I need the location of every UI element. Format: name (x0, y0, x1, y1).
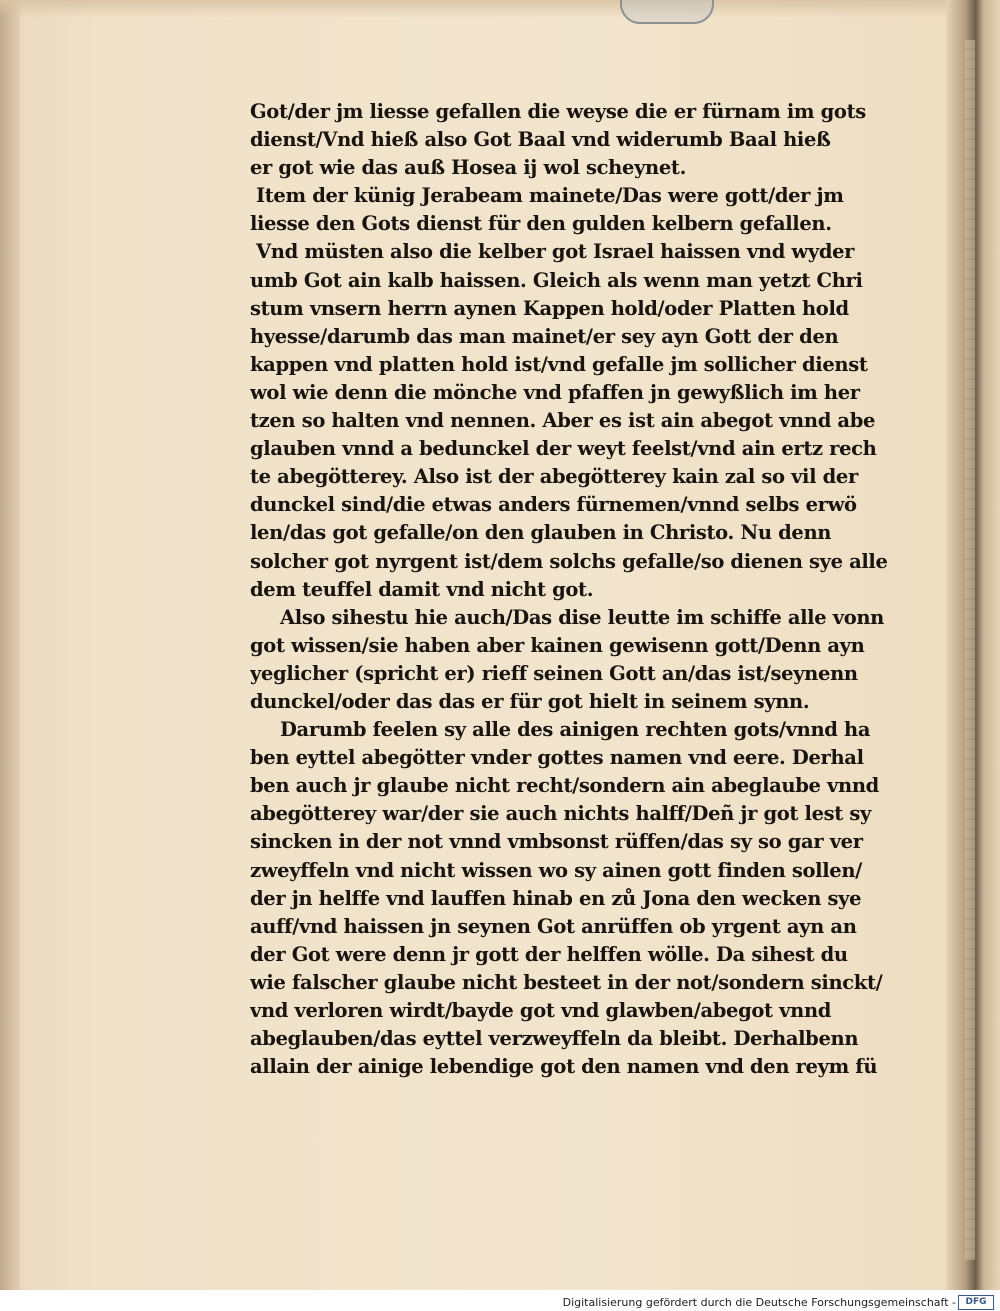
text-line: te abegötterey. Also ist der abegötterey kain zal so vil der (250, 465, 858, 489)
text-line: Item der künig Jerabeam mainete/Das were gott/der jm (256, 184, 844, 208)
page-text-block (250, 98, 890, 1081)
text-line: er got wie das auß Hosea ij wol scheynet. (250, 156, 687, 180)
text-line: dunckel sind/die etwas anders fürnemen/vnnd selbs erwö (250, 493, 857, 517)
text-line: sincken in der not vnnd vmbsonst rüffen/das sy so gar ver (250, 830, 863, 854)
text-line: got wissen/sie haben aber kainen gewisenn gott/Denn ayn (250, 633, 865, 657)
text-line: len/das got gefalle/on den glauben in Christo. Nu denn (250, 521, 832, 545)
dfg-logo: DFG (958, 1295, 994, 1310)
text-line: dienst/Vnd hieß also Got Baal vnd widerumb Baal hieß (250, 128, 831, 152)
text-line: der Got were denn jr gott der helffen wölle. Da sihest du (250, 942, 848, 966)
text-line: tzen so halten vnd nennen. Aber es ist ain abegot vnnd abe (250, 409, 876, 433)
text-line: abeglauben/das eyttel verzweyffeln da bleibt. Derhalbenn (250, 1027, 859, 1051)
text-line: liesse den Gots dienst für den gulden kelbern gefallen. (250, 212, 832, 236)
text-line: dunckel/oder das das er für got hielt in seinem synn. (250, 689, 810, 713)
text-line: Also sihestu hie auch/Das dise leutte im schiffe alle vonn (280, 605, 885, 629)
text-line: Darumb feelen sy alle des ainigen rechten gots/vnnd ha (280, 718, 871, 742)
text-line: vnd verloren wirdt/bayde got vnd glawben/abegot vnnd (250, 999, 832, 1022)
text-line: allain der ainige lebendige got den namen vnd den reym fü (250, 1055, 878, 1079)
page-clip-icon (620, 0, 714, 24)
text-line: yeglicher (spricht er) rieff seinen Gott an/das ist/seynenn (250, 661, 858, 685)
page-left-edge (0, 0, 20, 1290)
page-top-shadow (0, 0, 960, 18)
text-line: Got/der jm liesse gefallen die weyse die er fürnam im gots (250, 100, 866, 123)
text-line: wol wie denn die mönche vnd pfaffen jn gewyßlich im her (250, 380, 860, 404)
text-line: kappen vnd platten hold ist/vnd gefalle jm sollicher dienst (250, 352, 868, 376)
text-line: ben auch jr glaube nicht recht/sondern ain abeglaube vnnd (250, 774, 879, 798)
text-line: glauben vnnd a bedunckel der weyt feelst/vnd ain ertz rech (250, 437, 877, 461)
text-line: ben eyttel abegötter vnder gottes namen vnd eere. Derhal (250, 746, 864, 770)
text-line: dem teuffel damit vnd nicht got. (250, 577, 594, 601)
text-line: hyesse/darumb das man mainet/er sey ayn Gott der den (250, 324, 839, 348)
text-line: abegötterey war/der sie auch nichts halff/Deñ jr got lest sy (250, 802, 871, 826)
text-line: stum vnsern herrn aynen Kappen hold/oder Platten hold (250, 296, 849, 320)
text-line: solcher got nyrgent ist/dem solchs gefalle/so dienen sye alle (250, 549, 888, 573)
text-line: umb Got ain kalb haissen. Gleich als wenn man yetzt Chri (250, 268, 863, 292)
facing-page-edge (965, 40, 975, 1260)
text-line: zweyffeln vnd nicht wissen wo sy ainen gott finden sollen/ (250, 858, 862, 882)
text-line: der jn helffe vnd lauffen hinab en zů Jona den wecken sye (250, 886, 862, 910)
footer-credit: Digitalisierung gefördert durch die Deutsche Forschungsgemeinschaft - (562, 1296, 956, 1309)
text-line: wie falscher glaube nicht besteet in der not/sondern sinckt/ (250, 970, 883, 994)
text-line: Vnd müsten also die kelber got Israel haissen vnd wyder (256, 240, 855, 264)
text-line: auff/vnd haissen jn seynen Got anrüffen ob yrgent ayn an (250, 914, 857, 938)
